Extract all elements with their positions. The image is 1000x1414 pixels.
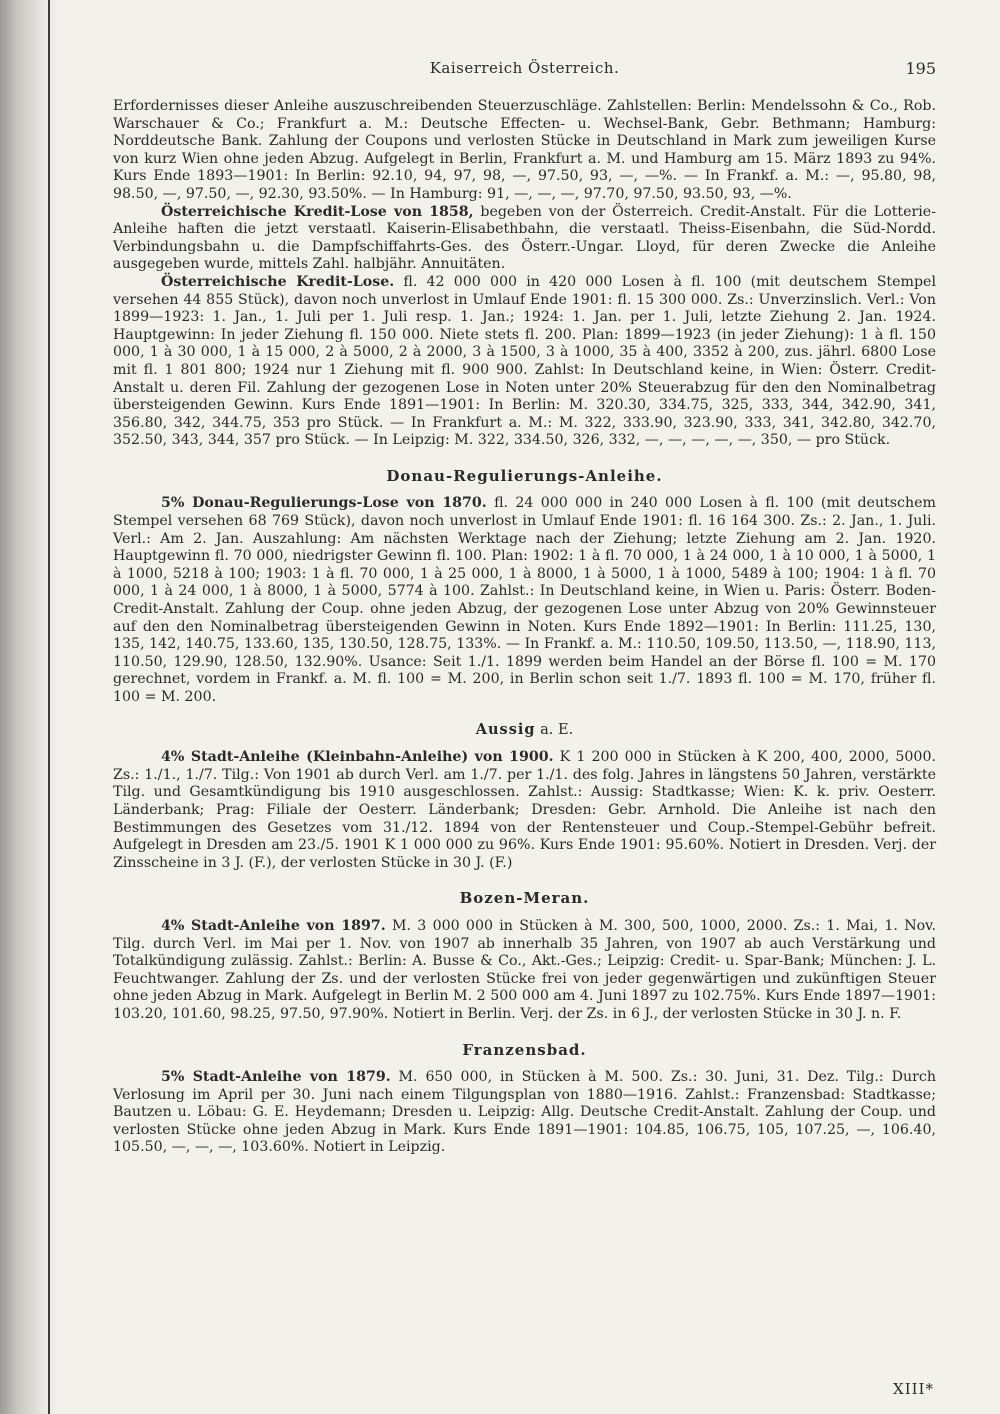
entry-heading: 5% Stadt-Anleihe von 1879.	[161, 1069, 391, 1086]
entry-body: K 1 200 000 in Stücken à K 200, 400, 2000, 5000. Zs.: 1./1., 1./7. Tilg.: Von 1901 ab durch Verl. am 1./7. per 1./1. des folg. Jahres in längstens 50 Jahren, verstärkte Tilg. und Gesamtkündigung bis 1910 ausgeschlossen. Zahlst.: Aussig: Stadtkasse; Wien: K. k. priv. Oesterr. Länderbank; Prag: Filiale der Oesterr. Länderbank; Dresden: Gebr. Arnhold. Die Anleihe ist nach den Bestimmungen des Gesetzes vom 31./12. 1894 von der Rentensteuer und Coup.-Stempel-Gebühr befreit. Aufgelegt in Dresden am 23./5. 1901 K 1 000 000 zu 96%. Kurs Ende 1901: 95.60%. Notiert in Dresden. Verj. der Zinsscheine in 3 J. (F.), der verlosten Stücke in 30 J. (F.)	[113, 749, 936, 871]
entry-body: begeben von der Österreich. Credit-Anstalt. Für die Lotterie-Anleihe haften die jetzt verstaatl. Kaiserin-Elisabethbahn, die verstaatl. Theiss-Eisenbahn, die Süd-Nordd. Verbindungsbahn u. die Dampfschiffahrts-Ges. des Österr.-Ungar. Lloyd, für deren Zwecke die Anleihe ausgegeben wurde, mittels Zahl. halbjähr. Annuitäten.	[113, 203, 936, 273]
entry-body: M. 3 000 000 in Stücken à M. 300, 500, 1000, 2000. Zs.: 1. Mai, 1. Nov. Tilg. durch Verl. im Mai per 1. Nov. von 1907 ab innerhalb 35 Jahren, von 1907 ab auch Verstärkung und Totalkündigung zulässig. Zahlst.: Berlin: A. Busse & Co., Akt.-Ges.; Leipzig: Credit- u. Spar-Bank; München: J. L. Feuchtwanger. Zahlung der Zs. und der verlosten Stücke frei von jeder gegenwärtigen und zukünftigen Steuer ohne jeden Abzug in Mark. Aufgelegt in Berlin M. 2 500 000 am 4. Juni 1897 zu 102.75%. Kurs Ende 1897—1901: 103.20, 101.60, 98.25, 97.50, 97.90%. Notiert in Berlin. Verj. der Zs. in 6 J., der verlosten Stücke in 30 J. n. F.	[113, 917, 936, 1022]
entry-heading: 4% Stadt-Anleihe (Kleinbahn-Anleihe) von 1900.	[161, 749, 554, 766]
section-heading-franzensbad: Franzensbad.	[462, 1040, 587, 1059]
page-binding-edge	[0, 0, 58, 1414]
section-heading-aussig-name: Aussig	[475, 720, 536, 738]
page-number: 195	[905, 59, 936, 78]
entry-heading: Österreichische Kredit-Lose.	[161, 273, 395, 290]
entry-body: M. 650 000, in Stücken à M. 500. Zs.: 30. Juni, 31. Dez. Tilg.: Durch Verlosung im April per 30. Juni nach einem Tilgungsplan von 1880—1916. Zahlst.: Franzensbad: Stadtkasse; Bautzen u. Löbau: G. E. Heydemann; Dresden u. Leipzig: Allg. Deutsche Credit-Anstalt. Zahlung der Coup. und verlosten Stücke ohne jeden Abzug in Mark. Kurs Ende 1891—1901: 104.85, 106.75, 105, 107.25, —, 106.40, 105.50, —, —, —, 103.60%. Notiert in Leipzig.	[113, 1069, 936, 1156]
section-heading-aussig	[113, 721, 936, 740]
paragraph-franzensbad-anleihe	[113, 1069, 936, 1157]
paragraph-kredit-lose	[113, 274, 936, 450]
section-heading-aussig-suffix: a. E.	[535, 721, 574, 738]
header-title: Kaiserreich Österreich.	[429, 59, 620, 77]
entry-body: fl. 24 000 000 in 240 000 Losen à fl. 100 (mit deutschem Stempel versehen 68 769 Stück), davon noch unverlost in Umlauf Ende 1901: fl. 16 164 300. Zs.: 2. Jan., 1. Juli. Verl.: Am 2. Jan. Auszahlung: Am nächsten Werktage nach der Ziehung; letzte Ziehung am 2. Jan. 1920. Hauptgewinn fl. 70 000, niedrigster Gewinn fl. 100. Plan: 1902: 1 à fl. 70 000, 1 à 24 000, 1 à 10 000, 1 à 5000, 1 à 1000, 5218 à 100; 1903: 1 à fl. 70 000, 1 à 25 000, 1 à 8000, 1 à 5000, 1 à 1000, 5489 à 100; 1904: 1 à fl. 70 000, 1 à 24 000, 1 à 8000, 1 à 5000, 5774 à 100. Zahlst.: In Deutschland keine, in Wien u. Paris: Österr. Boden-Credit-Anstalt. Zahlung der Coup. ohne jeden Abzug, der gezogenen Lose unter Abzug von 20% Gewinnsteuer auf den den Nominalbetrag übersteigenden Gewinn in Noten. Kurs Ende 1892—1901: In Berlin: 111.25, 130, 135, 142, 140.75, 133.60, 135, 130.50, 128.75, 133%. — In Frankf. a. M.: 110.50, 109.50, 113.50, —, 118.90, 113, 110.50, 129.90, 128.50, 132.90%. Usance: Seit 1./1. 1899 werden beim Handel an der Börse fl. 100 = M. 170 gerechnet, vordem in Frankf. a. M. fl. 100 = M. 200, in Berlin schon seit 1./7. 1893 fl. 100 = M. 170, früher fl. 100 = M. 200.	[113, 495, 936, 705]
paragraph-zahlstellen: Erfordernisses dieser Anleihe auszuschreibenden Steuerzuschläge. Zahlstellen: Berlin: Mendelssohn & Co., Rob. Warschauer & Co.; Frankfurt a. M.: Deutsche Effecten- u. Wechsel-Bank, Gebr. Bethmann; Hamburg: Norddeutsche Bank. Zahlung der Coupons und verlosten Stücke in Deutschland in Mark zum jeweiligen Kurse von kurz Wien ohne jeden Abzug. Aufgelegt in Berlin, Frankfurt a. M. und Hamburg am 15. März 1893 zu 94%. Kurs Ende 1893—1901: In Berlin: 92.10, 94, 97, 98, —, 97.50, 93, —, —%. — In Frankf. a. M.: —, 95.80, 98, 98.50, —, 97.50, —, 92.30, 93.50%. — In Hamburg: 91, —, —, —, 97.70, 97.50, 93.50, 93, —%.	[113, 98, 936, 202]
paragraph-bozen-anleihe	[113, 918, 936, 1024]
entry-heading: 5% Donau-Regulierungs-Lose von 1870.	[161, 495, 487, 512]
section-heading-bozen: Bozen-Meran.	[459, 889, 590, 908]
entry-heading: 4% Stadt-Anleihe von 1897.	[161, 917, 386, 934]
entry-heading: Österreichische Kredit-Lose von 1858,	[161, 203, 474, 220]
running-header	[113, 60, 936, 82]
page-content	[113, 60, 936, 1157]
signature-mark: XIII*	[893, 1380, 934, 1398]
entry-body: fl. 42 000 000 in 420 000 Losen à fl. 100 (mit deutschem Stempel versehen 44 855 Stück), davon noch unverlost in Umlauf Ende 1901: fl. 15 300 000. Zs.: Unverzinslich. Verl.: Von 1899—1923: 1. Jan., 1. Juli per 1. Juli resp. 1. Jan.; 1924: 1. Jan. per 1. Juli, letzte Ziehung 2. Jan. 1924. Hauptgewinn: In jeder Ziehung fl. 150 000. Niete stets fl. 200. Plan: 1899—1923 (in jeder Ziehung): 1 à fl. 150 000, 1 à 30 000, 1 à 15 000, 2 à 5000, 2 à 2000, 3 à 1500, 3 à 1000, 35 à 400, 3352 à 200, zus. jährl. 6800 Lose mit fl. 1 801 800; 1924 nur 1 Ziehung mit fl. 900 900. Zahlst: In Deutschland keine, in Wien: Österr. Credit-Anstalt u. deren Fil. Zahlung der gezogenen Lose in Noten unter 20% Steuerabzug für den den Nominalbetrag übersteigenden Gewinn. Kurs Ende 1891—1901: In Berlin: M. 320.30, 334.75, 325, 333, 344, 342.90, 341, 356.80, 342, 344.75, 353 pro Stück. — In Frankfurt a. M.: M. 322, 333.90, 323.90, 333, 341, 342.80, 342.70, 352.50, 343, 344, 357 pro Stück. — In Leipzig: M. 322, 334.50, 326, 332, —, —, —, —, —, 350, — pro Stück.	[113, 273, 936, 449]
paragraph-donau-lose	[113, 495, 936, 706]
paragraph-aussig-anleihe	[113, 749, 936, 872]
section-heading-donau: Donau-Regulierungs-Anleihe.	[386, 466, 663, 485]
paragraph-kredit-lose-1858	[113, 204, 936, 274]
